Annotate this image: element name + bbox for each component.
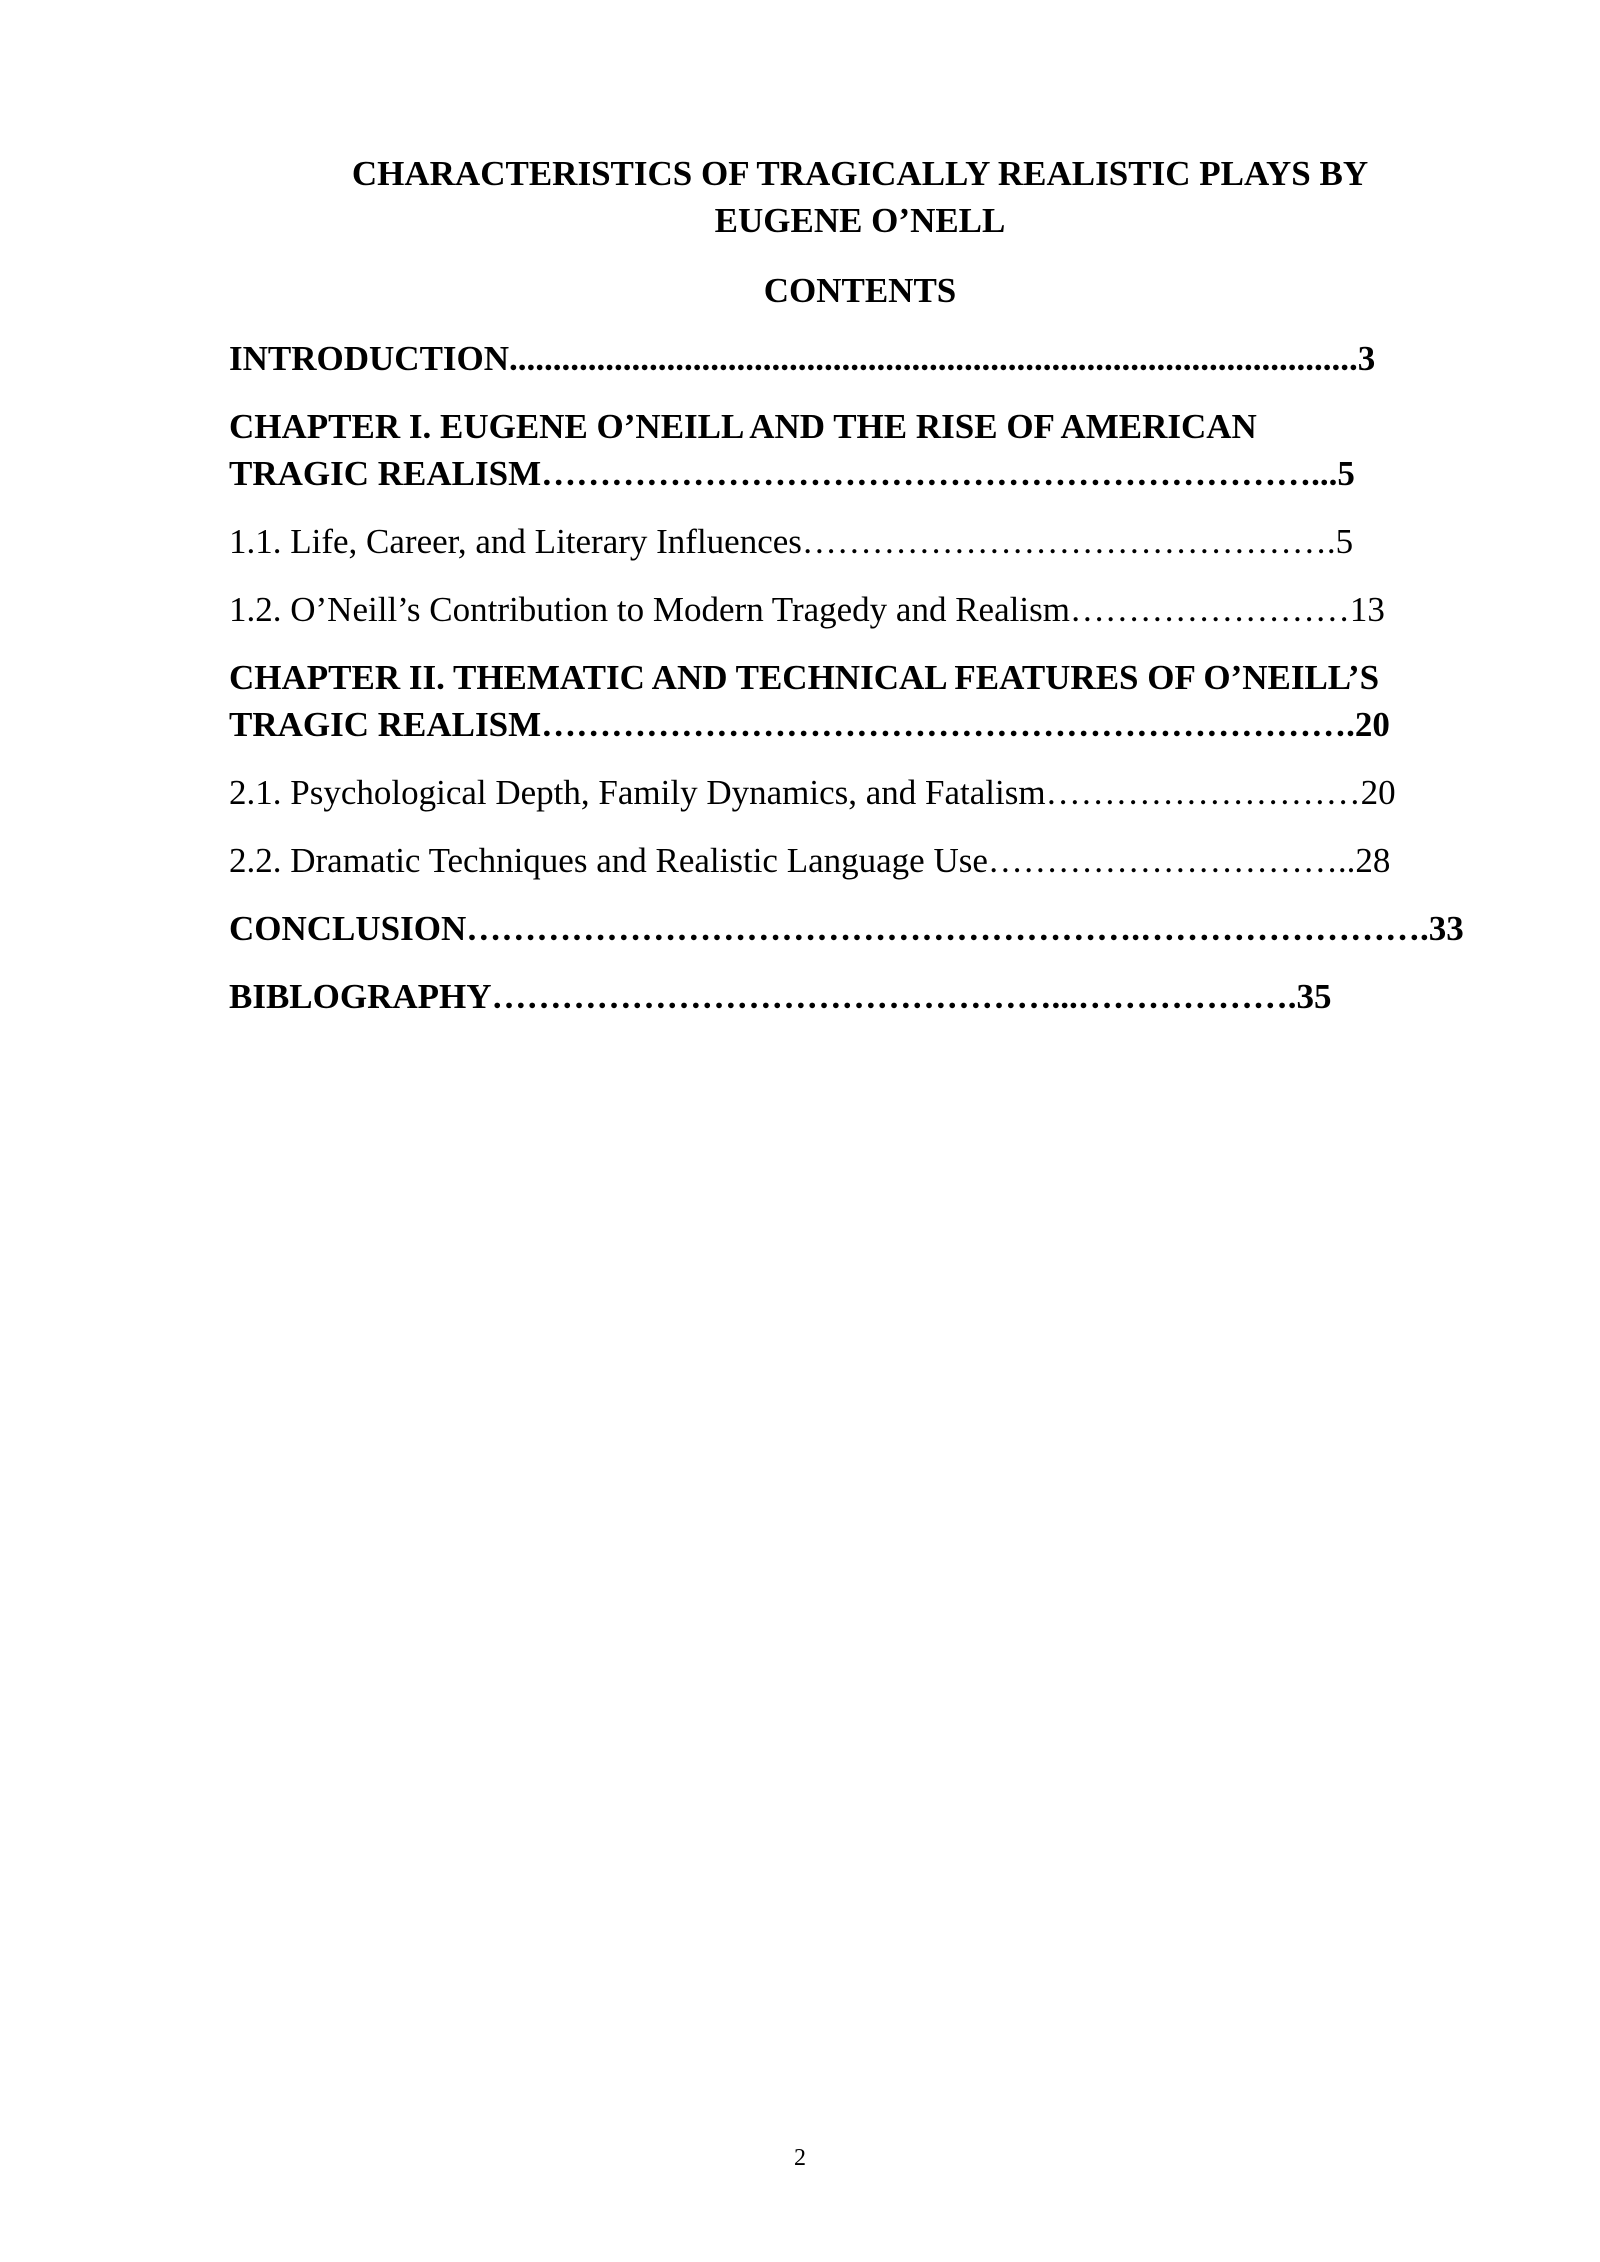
toc-section-2-1: 2.1. Psychological Depth, Family Dynamics, and Fatalism………………………20 <box>229 773 1396 812</box>
contents-heading: CONTENTS <box>763 271 957 310</box>
toc-chapter-1-line-1: CHAPTER I. EUGENE O’NEILL AND THE RISE OF AMERICAN <box>229 407 1257 446</box>
toc-chapter-2-line-2: TRAGIC REALISM…………………………………………………………….20 <box>229 705 1390 744</box>
toc-section-1-2: 1.2. O’Neill’s Contribution to Modern Tragedy and Realism……………………13 <box>229 590 1385 629</box>
toc-section-2-2: 2.2. Dramatic Techniques and Realistic Language Use…………………………..28 <box>229 841 1391 880</box>
toc-conclusion: CONCLUSION………………………………………………….…………………….33 <box>229 909 1464 948</box>
page-number: 2 <box>794 2145 806 2171</box>
toc-bibliography: BIBLOGRAPHY…………………………………………...……………….35 <box>229 977 1332 1016</box>
document-title: CHARACTERISTICS OF TRAGICALLY REALISTIC PLAYS BY EUGENE O’NELL <box>351 154 1369 240</box>
toc-chapter-2-line-1: CHAPTER II. THEMATIC AND TECHNICAL FEATURES OF O’NEILL’S <box>229 658 1380 697</box>
toc-section-1-1: 1.1. Life, Career, and Literary Influences……………………………………….5 <box>229 522 1354 561</box>
toc-chapter-1-line-2: TRAGIC REALISM…………………………………………………………...5 <box>229 454 1355 493</box>
toc-introduction: INTRODUCTION.................................................................................................3 <box>229 339 1376 378</box>
